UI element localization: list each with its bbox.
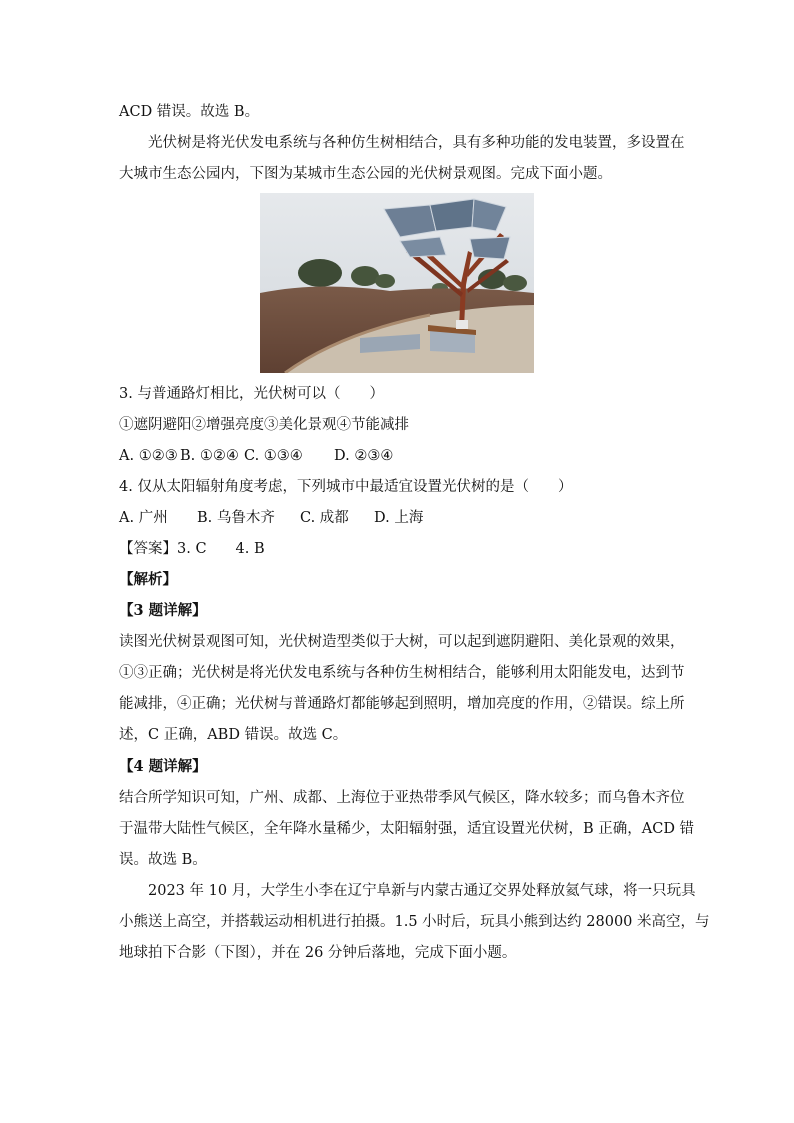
q4-detail-heading: 【4 题详解】 <box>119 758 207 775</box>
photovoltaic-tree-photo <box>260 193 534 373</box>
answer-line: 【答案】3. C 4. B <box>119 541 265 557</box>
option-d: D. 上海 <box>374 510 424 526</box>
question-3-items: ①遮阴避阳②增强亮度③美化景观④节能减排 <box>119 417 409 433</box>
option-c: C. ①③④ <box>244 448 303 464</box>
option-d: D. ②③④ <box>334 448 394 464</box>
question-4-options <box>119 508 423 528</box>
option-a: A. ①②③ <box>119 448 178 464</box>
q3-detail-line: 能减排，④正确；光伏树与普通路灯都能够起到照明，增加亮度的作用，②错误。综上所 <box>119 696 685 712</box>
question-3-options <box>119 446 393 466</box>
paragraph-balloon-line: 2023 年 10 月，大学生小李在辽宁阜新与内蒙古通辽交界处释放氦气球，将一只玩具 <box>148 883 696 899</box>
analysis-heading: 【解析】 <box>119 571 177 588</box>
q3-detail-line: 读图光伏树景观图可知，光伏树造型类似于大树，可以起到遮阴避阳、美化景观的效果， <box>119 634 685 650</box>
option-a: A. 广州 <box>119 510 168 526</box>
q4-detail-line: 误。故选 B。 <box>119 852 207 868</box>
option-c: C. 成都 <box>300 510 349 526</box>
question-4: 4. 仅从太阳辐射角度考虑，下列城市中最适宜设置光伏树的是（ ） <box>119 479 573 495</box>
q4-detail-line: 结合所学知识可知，广州、成都、上海位于亚热带季风气候区，降水较多；而乌鲁木齐位 <box>119 790 685 806</box>
paragraph-balloon-line: 小熊送上高空，并搭载运动相机进行拍摄。1.5 小时后，玩具小熊到达约 28000 米高空，与 <box>119 914 710 930</box>
question-3: 3. 与普通路灯相比，光伏树可以（ ） <box>119 386 384 402</box>
text-line: ACD 错误。故选 B。 <box>119 104 260 120</box>
option-b: B. 乌鲁木齐 <box>197 510 275 526</box>
q3-detail-heading: 【3 题详解】 <box>119 602 207 619</box>
option-b: B. ①②④ <box>180 448 239 464</box>
q4-detail-line: 于温带大陆性气候区，全年降水量稀少，太阳辐射强，适宜设置光伏树，B 正确，ACD 错 <box>119 821 695 837</box>
paragraph-intro-line: 大城市生态公园内，下图为某城市生态公园的光伏树景观图。完成下面小题。 <box>119 166 612 182</box>
q3-detail-line: ①③正确；光伏树是将光伏发电系统与各种仿生树相结合，能够利用太阳能发电，达到节 <box>119 665 685 681</box>
q3-detail-line: 述，C 正确，ABD 错误。故选 C。 <box>119 727 348 743</box>
paragraph-balloon-line: 地球拍下合影（下图），并在 26 分钟后落地，完成下面小题。 <box>119 945 517 961</box>
paragraph-intro-line: 光伏树是将光伏发电系统与各种仿生树相结合，具有多种功能的发电装置，多设置在 <box>148 135 685 151</box>
